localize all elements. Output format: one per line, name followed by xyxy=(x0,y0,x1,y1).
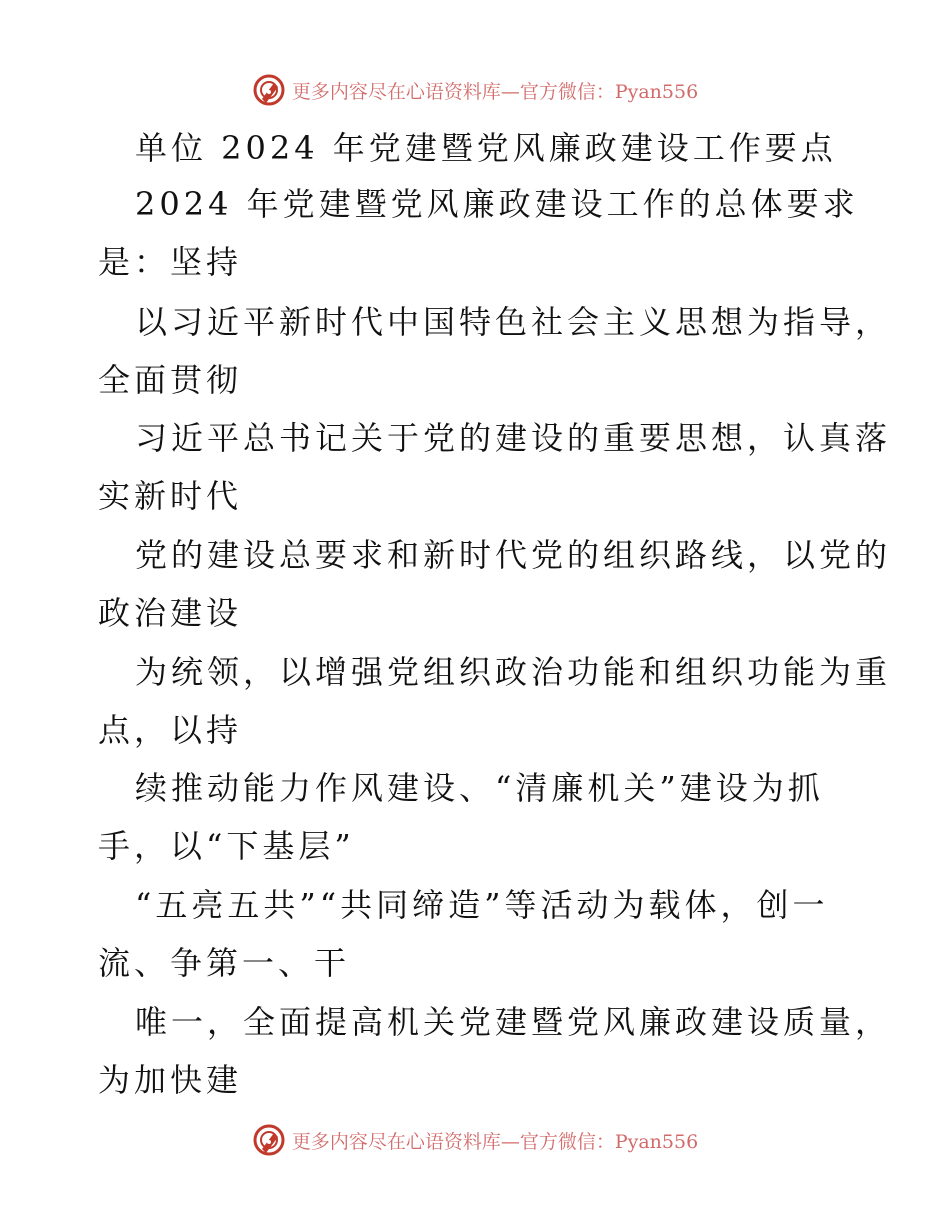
paragraph-line: “五亮五共”“共同缔造”等活动为载体，创一 xyxy=(135,886,829,924)
footer-watermark-banner xyxy=(0,1120,950,1160)
paragraph-line: 2024 年党建暨党风廉政建设工作的总体要求 xyxy=(135,185,859,223)
pen-nib-logo-icon xyxy=(252,73,286,107)
doc-title: 单位 2024 年党建暨党风廉政建设工作要点 xyxy=(135,129,837,167)
paragraph-line: 为加快建 xyxy=(98,1061,243,1099)
paragraph-line: 流、争第一、干 xyxy=(98,944,351,982)
paragraph-line: 唯一，全面提高机关党建暨党风廉政建设质量， xyxy=(135,1003,892,1041)
paragraph-line: 是：坚持 xyxy=(98,243,243,281)
paragraph-line: 政治建设 xyxy=(98,594,243,632)
paragraph-line: 以习近平新时代中国特色社会主义思想为指导， xyxy=(135,303,892,341)
paragraph-line: 手，以“下基层” xyxy=(98,827,355,865)
pen-nib-logo-icon xyxy=(252,1123,286,1157)
paragraph-line: 党的建设总要求和新时代党的组织路线，以党的 xyxy=(135,536,892,574)
watermark-text: 更多内容尽在心语资料库—官方微信：Pyan556 xyxy=(291,80,699,103)
header-watermark-banner xyxy=(0,70,950,110)
paragraph-line: 点，以持 xyxy=(98,711,243,749)
paragraph-line: 全面贯彻 xyxy=(98,361,243,399)
watermark-text: 更多内容尽在心语资料库—官方微信：Pyan556 xyxy=(291,1130,699,1153)
paragraph-line: 为统领，以增强党组织政治功能和组织功能为重 xyxy=(135,653,892,691)
paragraph-line: 实新时代 xyxy=(98,477,243,515)
paragraph-line: 续推动能力作风建设、“清廉机关”建设为抓 xyxy=(135,769,824,807)
paragraph-line: 习近平总书记关于党的建设的重要思想，认真落 xyxy=(135,419,892,457)
